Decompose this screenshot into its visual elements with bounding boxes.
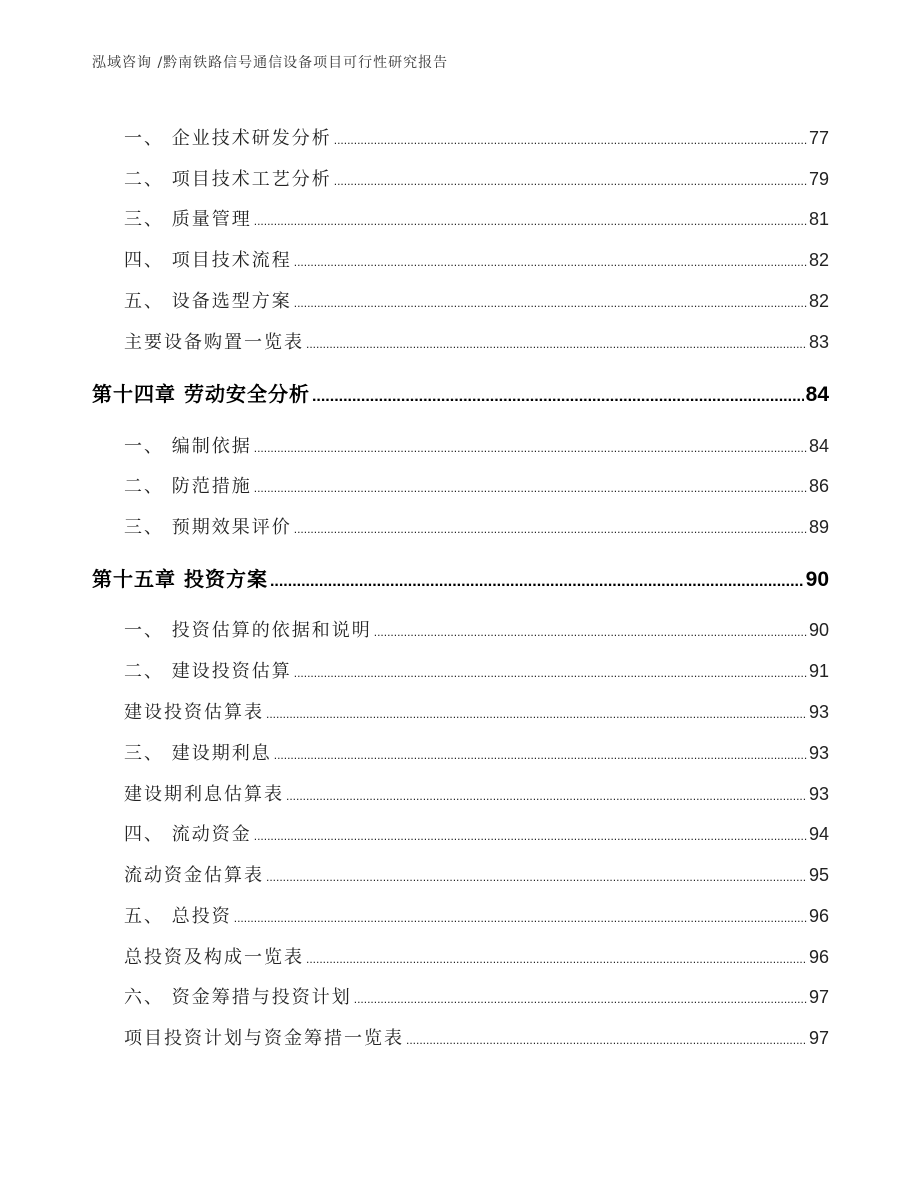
toc-entry-title: 六、 资金筹措与投资计划 — [124, 987, 352, 1008]
toc-leader-dots — [294, 666, 807, 680]
toc-entry-page: 91 — [808, 661, 829, 681]
toc-leader-dots — [354, 992, 807, 1006]
toc-entry-page: 96 — [808, 947, 829, 967]
toc-entry-title: 三、 预期效果评价 — [124, 517, 292, 538]
toc-entry-title: 一、 企业技术研发分析 — [124, 128, 332, 149]
toc-entry-title: 一、 编制依据 — [124, 436, 252, 457]
toc-entry-title: 二、 项目技术工艺分析 — [124, 169, 332, 190]
toc-entry-title: 三、 质量管理 — [124, 209, 252, 230]
toc-entry-title: 主要设备购置一览表 — [124, 332, 304, 353]
toc-leader-dots — [254, 829, 807, 843]
toc-entry[interactable] — [124, 698, 829, 724]
toc-entry-page: 97 — [808, 987, 829, 1007]
toc-entry-page: 94 — [808, 824, 829, 844]
toc-leader-dots — [266, 870, 807, 884]
toc-leader-dots — [406, 1033, 807, 1047]
toc-entry-title: 一、 投资估算的依据和说明 — [124, 620, 372, 641]
toc-entry[interactable] — [124, 861, 829, 887]
toc-leader-dots — [234, 911, 807, 925]
toc-entry[interactable] — [124, 165, 829, 191]
toc-entry[interactable] — [124, 739, 829, 765]
toc-leader-dots — [294, 522, 807, 536]
toc-entry-title: 二、 建设投资估算 — [124, 661, 292, 682]
toc-leader-dots — [266, 707, 807, 721]
toc-leader-dots — [254, 214, 807, 228]
toc-entry-page: 82 — [808, 250, 829, 270]
toc-entry[interactable] — [124, 820, 829, 846]
toc-entry-title: 五、 设备选型方案 — [124, 291, 292, 312]
toc-entry-title: 四、 流动资金 — [124, 824, 252, 845]
toc-leader-dots — [312, 388, 804, 406]
toc-entry[interactable] — [124, 287, 829, 313]
toc-entry-page: 97 — [808, 1028, 829, 1048]
toc-entry-title: 四、 项目技术流程 — [124, 250, 292, 271]
toc-leader-dots — [294, 255, 807, 269]
toc-leader-dots — [254, 481, 807, 495]
toc-entry-page: 86 — [808, 476, 829, 496]
toc-entry[interactable] — [124, 902, 829, 928]
running-header: 泓域咨询 /黔南铁路信号通信设备项目可行性研究报告 — [92, 55, 449, 71]
toc-leader-dots — [274, 748, 807, 762]
toc-leader-dots — [286, 789, 807, 803]
toc-entry-title: 建设期利息估算表 — [124, 784, 284, 805]
toc-leader-dots — [294, 296, 807, 310]
toc-chapter-page: 90 — [805, 568, 829, 591]
toc-entry-title: 三、 建设期利息 — [124, 743, 272, 764]
toc-leader-dots — [334, 174, 807, 188]
toc-entry-page: 93 — [808, 702, 829, 722]
toc-entry-page: 93 — [808, 743, 829, 763]
toc-leader-dots — [306, 337, 807, 351]
toc-entry[interactable] — [124, 983, 829, 1009]
toc-entry-page: 90 — [808, 620, 829, 640]
toc-entry-page: 82 — [808, 291, 829, 311]
toc-entry[interactable] — [124, 943, 829, 969]
toc-entry[interactable] — [124, 124, 829, 150]
toc-entry-page: 83 — [808, 332, 829, 352]
toc-entry-page: 79 — [808, 169, 829, 189]
toc-entry-title: 流动资金估算表 — [124, 865, 264, 886]
toc-entry[interactable] — [124, 616, 829, 642]
toc-entry[interactable] — [124, 205, 829, 231]
toc-entry[interactable] — [124, 246, 829, 272]
toc-entry-page: 95 — [808, 865, 829, 885]
toc-leader-dots — [270, 573, 804, 591]
toc-chapter-entry[interactable] — [92, 378, 829, 407]
toc-leader-dots — [306, 952, 807, 966]
toc-entry-title: 总投资及构成一览表 — [124, 947, 304, 968]
toc-entry-title: 项目投资计划与资金筹措一览表 — [124, 1028, 404, 1049]
toc-entry-title: 二、 防范措施 — [124, 476, 252, 497]
toc-entry[interactable] — [124, 1024, 829, 1050]
toc-entry-page: 89 — [808, 517, 829, 537]
toc-chapter-page: 84 — [805, 383, 829, 406]
toc-entry-title: 五、 总投资 — [124, 906, 232, 927]
toc-entry-page: 77 — [808, 128, 829, 148]
toc-entry-page: 84 — [808, 436, 829, 456]
toc-entry[interactable] — [124, 513, 829, 539]
toc-chapter-title: 第十五章 投资方案 — [92, 567, 268, 591]
toc-chapter-entry[interactable] — [92, 563, 829, 592]
toc-entry[interactable] — [124, 328, 829, 354]
toc-entry[interactable] — [124, 780, 829, 806]
toc-entry[interactable] — [124, 472, 829, 498]
toc-leader-dots — [374, 625, 807, 639]
toc-entry-title: 建设投资估算表 — [124, 702, 264, 723]
toc-entry-page: 81 — [808, 209, 829, 229]
toc-leader-dots — [334, 133, 807, 147]
toc-entry[interactable] — [124, 432, 829, 458]
toc-leader-dots — [254, 441, 807, 455]
toc-entry-page: 96 — [808, 906, 829, 926]
toc-entry-page: 93 — [808, 784, 829, 804]
toc-chapter-title: 第十四章 劳动安全分析 — [92, 382, 310, 406]
toc-entry[interactable] — [124, 657, 829, 683]
